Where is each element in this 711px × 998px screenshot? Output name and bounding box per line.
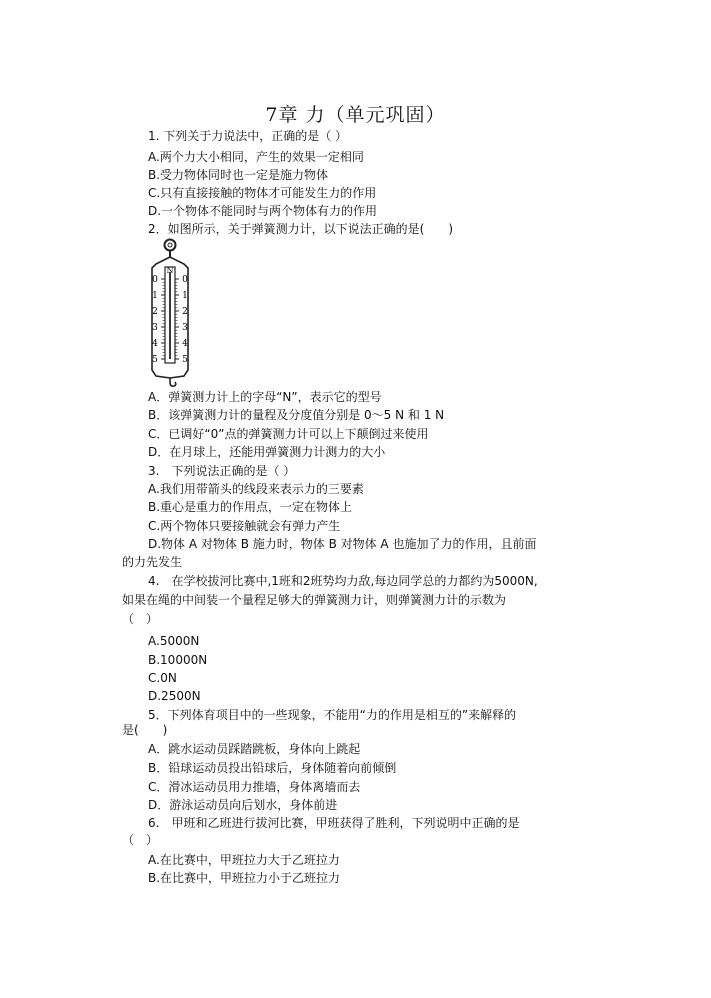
- right-scale-label-3: 3: [182, 323, 188, 333]
- right-scale-label-2: 2: [182, 307, 188, 317]
- question-6-option-a: A.在比赛中，甲班拉力大于乙班拉力: [148, 853, 340, 867]
- question-2-option-c: C．已调好“0”点的弹簧测力计可以上下颠倒过来使用: [148, 427, 429, 441]
- left-scale: [152, 275, 158, 365]
- question-4-option-b: B.10000N: [148, 653, 208, 667]
- question-1-stem: 1. 下列关于力说法中，正确的是（ ）: [148, 129, 348, 143]
- left-scale-label-3: 3: [152, 323, 158, 333]
- question-5-stem-line-1: 5．下列体育项目中的一些现象，不能用“力的作用是相互的”来解释的: [148, 708, 517, 722]
- page-title: 7章 力（单元巩固）: [265, 104, 446, 126]
- question-6-stem-line-2: （ ）: [122, 833, 159, 847]
- question-2-stem: 2．如图所示，关于弹簧测力计，以下说法正确的是( ): [148, 222, 454, 236]
- question-2-option-a: A．弹簧测力计上的字母“N”，表示它的型号: [148, 390, 382, 404]
- question-3-stem: 3. 下列说法正确的是（ ）: [148, 464, 296, 478]
- right-scale-label-5: 5: [182, 355, 188, 365]
- question-3-option-c: C.两个物体只要接触就会有弹力产生: [148, 519, 341, 533]
- question-3-option-b: B.重心是重力的作用点，一定在物体上: [148, 500, 353, 514]
- question-1-option-a: A.两个力大小相同，产生的效果一定相同: [148, 150, 364, 164]
- question-4-stem-line-1: 4. 在学校拔河比赛中,1班和2班势均力敌,每边同学总的力都约为5000N,: [148, 574, 538, 588]
- left-scale-label-5: 5: [152, 355, 158, 365]
- spring-scale-hook: [170, 378, 176, 386]
- left-scale-label-1: 1: [152, 291, 158, 301]
- question-1-option-d: D.一个物体不能同时与两个物体有力的作用: [148, 204, 378, 218]
- question-3-option-d-cont: 的力先发生: [122, 555, 183, 569]
- question-4-option-d: D.2500N: [148, 689, 201, 703]
- question-1-option-b: B.受力物体同时也一定是施力物体: [148, 168, 329, 182]
- question-4-option-a: A.5000N: [148, 634, 200, 648]
- scale-letter-n: N: [166, 266, 174, 275]
- question-2-option-d: D．在月球上，还能用弹簧测力计测力的大小: [148, 445, 386, 459]
- question-1-option-c: C.只有直接接触的物体才可能发生力的作用: [148, 186, 377, 200]
- question-2-option-b: B．该弹簧测力计的量程及分度值分别是 0～5 N 和 1 N: [148, 408, 445, 422]
- question-6-option-b: B.在比赛中，甲班拉力小于乙班拉力: [148, 871, 341, 885]
- spring-scale-figure: [146, 238, 196, 388]
- right-scale-label-4: 4: [182, 339, 188, 349]
- question-5-option-b: B．铅球运动员投出铅球后，身体随着向前倾倒: [148, 761, 397, 775]
- left-scale-label-2: 2: [152, 307, 158, 317]
- left-scale-label-4: 4: [152, 339, 158, 349]
- question-5-option-d: D．游泳运动员向后划水，身体前进: [148, 798, 338, 812]
- question-5-option-c: C．滑冰运动员用力推墙，身体离墙而去: [148, 780, 361, 794]
- question-5-stem-line-2: 是( ): [122, 723, 168, 737]
- question-4-stem-line-3: （ ）: [122, 612, 159, 626]
- right-scale-label-1: 1: [182, 291, 188, 301]
- question-5-option-a: A．跳水运动员踩踏跳板，身体向上跳起: [148, 742, 361, 756]
- left-scale-label-0: 0: [152, 275, 158, 285]
- question-4-stem-line-2: 如果在绳的中间装一个量程足够大的弹簧测力计，则弹簧测力计的示数为: [122, 593, 507, 607]
- question-3-option-d: D.物体 A 对物体 B 施力时，物体 B 对物体 A 也施加了力的作用，且前面: [148, 537, 537, 551]
- question-6-stem-line-1: 6. 甲班和乙班进行拔河比赛，甲班获得了胜利，下列说明中正确的是: [148, 816, 520, 830]
- question-4-option-c: C.0N: [148, 671, 177, 685]
- spring-scale-ring: [165, 240, 176, 258]
- question-3-option-a: A.我们用带箭头的线段来表示力的三要素: [148, 482, 364, 496]
- right-scale-label-0: 0: [182, 275, 188, 285]
